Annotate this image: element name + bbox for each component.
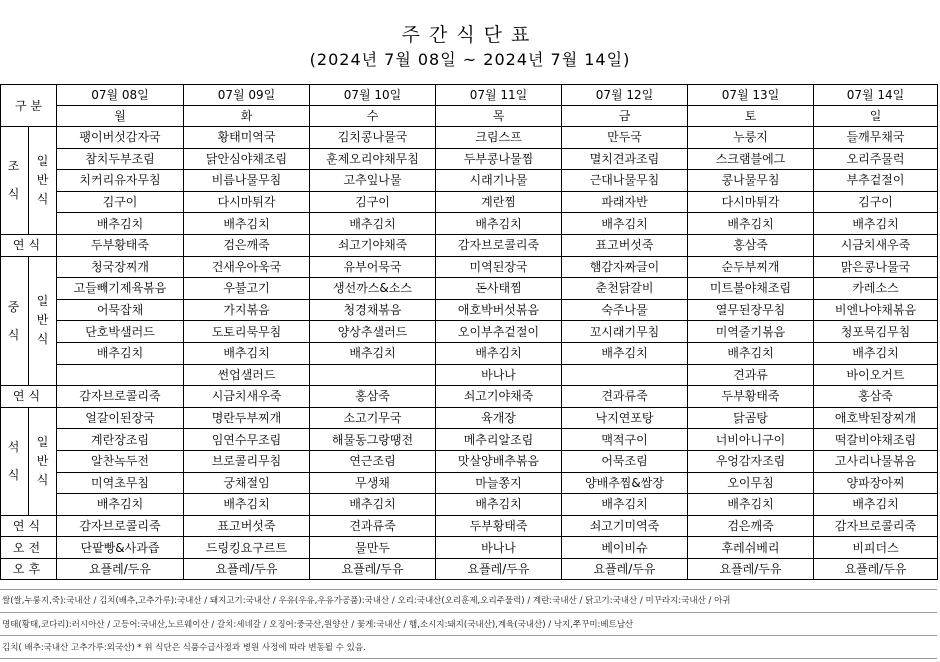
menu-item: 배추김치 [436, 213, 562, 235]
menu-item: 배추김치 [57, 213, 184, 235]
menu-item: 어묵조림 [562, 450, 688, 472]
menu-item: 파래자반 [562, 191, 688, 213]
menu-item: 요플레/두유 [814, 558, 938, 580]
menu-item: 미역초무침 [57, 472, 184, 494]
menu-item: 멸치견과조림 [562, 148, 688, 170]
menu-item: 알찬녹두전 [57, 450, 184, 472]
date-header: 07월 10일 [310, 85, 436, 106]
menu-item: 썬업샐러드 [184, 364, 310, 386]
menu-item: 배추김치 [562, 494, 688, 516]
menu-item: 브로콜리무침 [184, 450, 310, 472]
menu-item: 고들빼기제육볶음 [57, 278, 184, 300]
menu-item: 미역된장국 [436, 256, 562, 278]
menu-item: 배추김치 [814, 213, 938, 235]
menu-item: 쇠고기야채죽 [436, 386, 562, 408]
dinner-sub-label: 일 반 식 [29, 407, 57, 515]
menu-item: 육개장 [436, 407, 562, 429]
menu-item: 견과류죽 [310, 515, 436, 537]
menu-item: 메추리알조림 [436, 429, 562, 451]
menu-item: 두부황태죽 [688, 386, 814, 408]
menu-item: 미역줄기볶음 [688, 321, 814, 343]
menu-item: 김구이 [814, 191, 938, 213]
menu-item: 미트볼야채조림 [688, 278, 814, 300]
menu-item: 맑은콩나물국 [814, 256, 938, 278]
menu-item: 양상추샐러드 [310, 321, 436, 343]
menu-item: 비엔나야채볶음 [814, 299, 938, 321]
weekday-header: 일 [814, 106, 938, 127]
lunch-sub-label: 일 반 식 [29, 256, 57, 386]
weekday-header: 금 [562, 106, 688, 127]
origin-note-1: 쌀(쌀,누룽지,죽):국내산 / 김치(배추,고추가루):국내산 / 돼지고기:국내산 / 우유(우유,우유가공품):국내산 / 오리:국내산(오리훈제,오리주물럭) / 계란:국내산 / 닭고기:국내산 / 미꾸라지:국내산 / 아귀 [2, 596, 731, 606]
menu-item: 청경채볶음 [310, 299, 436, 321]
weekday-header: 수 [310, 106, 436, 127]
menu-item: 고사리나물볶음 [814, 450, 938, 472]
menu-item: 오이무침 [688, 472, 814, 494]
menu-item: 시래기나물 [436, 170, 562, 192]
menu-item: 누룽지 [688, 127, 814, 149]
menu-item: 치커리유자무침 [57, 170, 184, 192]
menu-item: 배추김치 [436, 494, 562, 516]
menu-item: 꼬시래기무침 [562, 321, 688, 343]
menu-item: 우불고기 [184, 278, 310, 300]
menu-item: 배추김치 [184, 342, 310, 364]
menu-item: 표고버섯죽 [562, 234, 688, 256]
weekday-header: 토 [688, 106, 814, 127]
menu-item: 요플레/두유 [436, 558, 562, 580]
menu-item: 우엉감자조림 [688, 450, 814, 472]
menu-item: 김구이 [310, 191, 436, 213]
menu-item: 떡갈비야채조림 [814, 429, 938, 451]
menu-item [562, 364, 688, 386]
menu-item: 감자브로콜리죽 [814, 515, 938, 537]
menu-item: 감자브로콜리죽 [436, 234, 562, 256]
menu-item: 양배추찜&쌈장 [562, 472, 688, 494]
menu-item: 검은깨죽 [184, 234, 310, 256]
date-header: 07월 09일 [184, 85, 310, 106]
menu-item: 바나나 [436, 364, 562, 386]
menu-item: 해물동그랑땡전 [310, 429, 436, 451]
menu-item: 배추김치 [310, 494, 436, 516]
page-title: 주간식단표 [401, 24, 539, 46]
menu-item: 햄감자짜글이 [562, 256, 688, 278]
menu-item: 소고기무국 [310, 407, 436, 429]
menu-item: 황태미역국 [184, 127, 310, 149]
corner-label: 구 분 [1, 85, 57, 127]
menu-item: 닭안심야채조림 [184, 148, 310, 170]
title-area [0, 0, 940, 84]
weekly-menu-table [0, 84, 938, 580]
menu-item: 배추김치 [57, 342, 184, 364]
menu-item: 견과류 [688, 364, 814, 386]
menu-item: 배추김치 [436, 342, 562, 364]
period-subtitle: (2024년 7월 08일 ~ 2024년 7월 14일) [309, 50, 631, 69]
menu-item: 연근조림 [310, 450, 436, 472]
menu-item: 청국장찌개 [57, 256, 184, 278]
menu-item: 애호박된장찌개 [814, 407, 938, 429]
menu-item: 들깨무채국 [814, 127, 938, 149]
menu-item: 유부어묵국 [310, 256, 436, 278]
dinner-label: 석 식 [1, 407, 29, 515]
menu-item: 고추잎나물 [310, 170, 436, 192]
menu-item: 시금치새우죽 [814, 234, 938, 256]
origin-note-2: 명태(황태,코다리):러시아산 / 고등어:국내산,노르웨이산 / 갈치:세네갈 / 오징어:중국산,원양산 / 꽃게:국내산 / 햄,소시지:돼지(국내산),계육(국내산) / 낙지,쭈꾸미:베트남산 [2, 620, 634, 630]
menu-item: 청포묵김무침 [814, 321, 938, 343]
menu-item: 콩나물무침 [688, 170, 814, 192]
menu-item: 비피더스 [814, 537, 938, 559]
menu-item: 감자브로콜리죽 [57, 515, 184, 537]
menu-item: 무생채 [310, 472, 436, 494]
menu-item: 비름나물무침 [184, 170, 310, 192]
menu-item: 배추김치 [184, 494, 310, 516]
menu-item: 생선까스&소스 [310, 278, 436, 300]
menu-item: 두부황태죽 [57, 234, 184, 256]
menu-item: 감자브로콜리죽 [57, 386, 184, 408]
menu-item: 근대나물무침 [562, 170, 688, 192]
menu-item: 애호박버섯볶음 [436, 299, 562, 321]
menu-item: 배추김치 [688, 494, 814, 516]
menu-item: 임연수무조림 [184, 429, 310, 451]
date-header: 07월 08일 [57, 85, 184, 106]
menu-item: 계란찜 [436, 191, 562, 213]
breakfast-sub-label: 일 반 식 [29, 127, 57, 235]
menu-item: 카레소스 [814, 278, 938, 300]
weekday-header: 화 [184, 106, 310, 127]
menu-item: 배추김치 [688, 342, 814, 364]
menu-item: 배추김치 [814, 494, 938, 516]
menu-item: 궁채절임 [184, 472, 310, 494]
menu-item: 요플레/두유 [57, 558, 184, 580]
menu-item: 맥적구이 [562, 429, 688, 451]
menu-item: 훈제오리야채무침 [310, 148, 436, 170]
menu-item: 홍삼죽 [814, 386, 938, 408]
menu-item: 요플레/두유 [184, 558, 310, 580]
menu-item: 배추김치 [814, 342, 938, 364]
date-header: 07월 11일 [436, 85, 562, 106]
menu-item: 시금치새우죽 [184, 386, 310, 408]
menu-item: 건새우아욱국 [184, 256, 310, 278]
menu-item: 김치콩나물국 [310, 127, 436, 149]
menu-item: 계란장조림 [57, 429, 184, 451]
menu-item: 오이부추겉절이 [436, 321, 562, 343]
menu-item: 단팥빵&사과즙 [57, 537, 184, 559]
menu-item: 드링킹요구르트 [184, 537, 310, 559]
menu-item [57, 364, 184, 386]
date-header: 07월 14일 [814, 85, 938, 106]
menu-item: 두부콩나물찜 [436, 148, 562, 170]
date-header: 07월 13일 [688, 85, 814, 106]
breakfast-label: 조 식 [1, 127, 29, 235]
lunch-label: 중 식 [1, 256, 29, 386]
menu-item: 어묵잡채 [57, 299, 184, 321]
menu-item: 두부황태죽 [436, 515, 562, 537]
dinner_soft-label: 연식 [1, 515, 57, 537]
menu-item: 쇠고기미역죽 [562, 515, 688, 537]
menu-item: 명란두부찌개 [184, 407, 310, 429]
menu-item: 다시마튀각 [688, 191, 814, 213]
menu-item: 다시마튀각 [184, 191, 310, 213]
breakfast_soft-label: 연식 [1, 234, 57, 256]
weekday-header: 목 [436, 106, 562, 127]
menu-item: 순두부찌개 [688, 256, 814, 278]
menu-item: 홍삼죽 [310, 386, 436, 408]
menu-item: 요플레/두유 [688, 558, 814, 580]
menu-item: 요플레/두유 [310, 558, 436, 580]
menu-item: 마늘쫑지 [436, 472, 562, 494]
menu-item: 스크램블에그 [688, 148, 814, 170]
lunch_soft-label: 연식 [1, 386, 57, 408]
menu-item: 숙주나물 [562, 299, 688, 321]
menu-item: 참치두부조림 [57, 148, 184, 170]
menu-item: 배추김치 [310, 342, 436, 364]
menu-item: 만두국 [562, 127, 688, 149]
menu-item: 부추겉절이 [814, 170, 938, 192]
menu-item: 열무된장무침 [688, 299, 814, 321]
menu-item [310, 364, 436, 386]
origin-note-3: 김치( 배추:국내산 고추가루:외국산) * 위 식단은 식품수급사정과 병원 사정에 따라 변동될 수 있음. [2, 643, 366, 653]
notes-area [0, 589, 937, 660]
menu-item: 오리주물럭 [814, 148, 938, 170]
menu-item: 김구이 [57, 191, 184, 213]
menu-item: 요플레/두유 [562, 558, 688, 580]
menu-item: 팽이버섯감자국 [57, 127, 184, 149]
menu-item: 베이비슈 [562, 537, 688, 559]
menu-item: 쇠고기야채죽 [310, 234, 436, 256]
menu-item: 물만두 [310, 537, 436, 559]
menu-item: 너비아니구이 [688, 429, 814, 451]
am_snack-label: 오전 [1, 537, 57, 559]
menu-item: 후레쉬베리 [688, 537, 814, 559]
menu-item: 바이오거트 [814, 364, 938, 386]
date-header: 07월 12일 [562, 85, 688, 106]
menu-item: 배추김치 [688, 213, 814, 235]
menu-item: 배추김치 [57, 494, 184, 516]
menu-item: 배추김치 [310, 213, 436, 235]
menu-item: 배추김치 [184, 213, 310, 235]
menu-item: 도토리묵무침 [184, 321, 310, 343]
menu-item: 견과류죽 [562, 386, 688, 408]
menu-item: 얼갈이된장국 [57, 407, 184, 429]
weekday-header: 월 [57, 106, 184, 127]
menu-item: 배추김치 [562, 342, 688, 364]
menu-item: 배추김치 [562, 213, 688, 235]
menu-item: 크림스프 [436, 127, 562, 149]
menu-item: 표고버섯죽 [184, 515, 310, 537]
menu-item: 단호박샐러드 [57, 321, 184, 343]
pm_snack-label: 오후 [1, 558, 57, 580]
menu-item: 검은깨죽 [688, 515, 814, 537]
menu-item: 양파장아찌 [814, 472, 938, 494]
menu-item: 돈사태찜 [436, 278, 562, 300]
menu-item: 홍삼죽 [688, 234, 814, 256]
menu-item: 가지볶음 [184, 299, 310, 321]
menu-item: 맛살양배추볶음 [436, 450, 562, 472]
menu-item: 바나나 [436, 537, 562, 559]
menu-item: 닭곰탕 [688, 407, 814, 429]
menu-item: 낙지연포탕 [562, 407, 688, 429]
menu-item: 춘천닭갈비 [562, 278, 688, 300]
